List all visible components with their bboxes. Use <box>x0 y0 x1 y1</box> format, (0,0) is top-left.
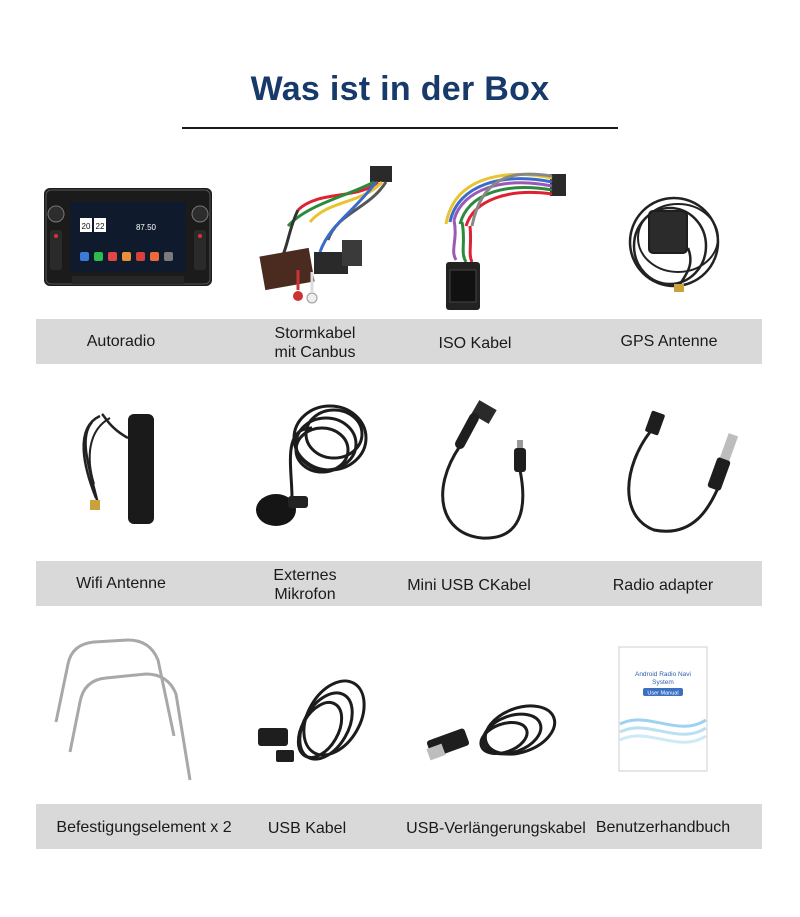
item-label-microphone-line2: Mikrofon <box>274 586 336 603</box>
user-manual-icon <box>618 646 708 772</box>
usb-cable-icon <box>254 674 370 774</box>
item-label-mini-usb: Mini USB CKabel <box>407 577 531 594</box>
title-underline <box>182 127 618 129</box>
car-radio-icon <box>42 186 214 296</box>
canbus-cable-icon <box>258 160 398 310</box>
manual-title-line1: Android Radio Navi <box>634 671 692 678</box>
item-label-removal-keys: Befestigungselement x 2 <box>56 819 232 836</box>
item-label-radio-adapter: Radio adapter <box>612 577 714 594</box>
manual-title-line2: System <box>652 679 674 686</box>
mini-usb-cable-icon <box>430 400 560 544</box>
wifi-antenna-icon <box>80 408 160 528</box>
radio-adapter-icon <box>614 406 754 540</box>
manual-badge: User Manual <box>647 690 679 697</box>
gps-antenna-icon <box>622 188 722 296</box>
item-label-autoradio: Autoradio <box>86 333 156 350</box>
item-label-microphone-line1: Externes <box>273 567 337 584</box>
radio-hour: 20 <box>81 222 91 231</box>
item-label-canbus <box>230 324 400 362</box>
iso-cable-icon <box>432 170 572 315</box>
radio-frequency: 87.50 <box>135 223 157 232</box>
item-label-usb-cable: USB Kabel <box>267 820 347 837</box>
item-label-canbus-line1: Stormkabel <box>274 325 356 342</box>
page-title: Was ist in der Box <box>250 70 550 108</box>
radio-minute: 22 <box>95 222 105 231</box>
item-label-user-manual: Benutzerhandbuch <box>595 819 731 836</box>
item-label-wifi: Wifi Antenne <box>76 575 166 592</box>
usb-extension-cable-icon <box>424 694 560 774</box>
item-label-usb-extension: USB-Verlängerungskabel <box>406 820 586 837</box>
item-label-canbus-line2: mit Canbus <box>274 344 356 361</box>
removal-keys-icon <box>50 636 200 786</box>
item-label-microphone <box>220 566 390 604</box>
item-label-gps: GPS Antenne <box>620 333 718 350</box>
item-label-iso: ISO Kabel <box>438 335 512 352</box>
microphone-icon <box>252 398 372 534</box>
